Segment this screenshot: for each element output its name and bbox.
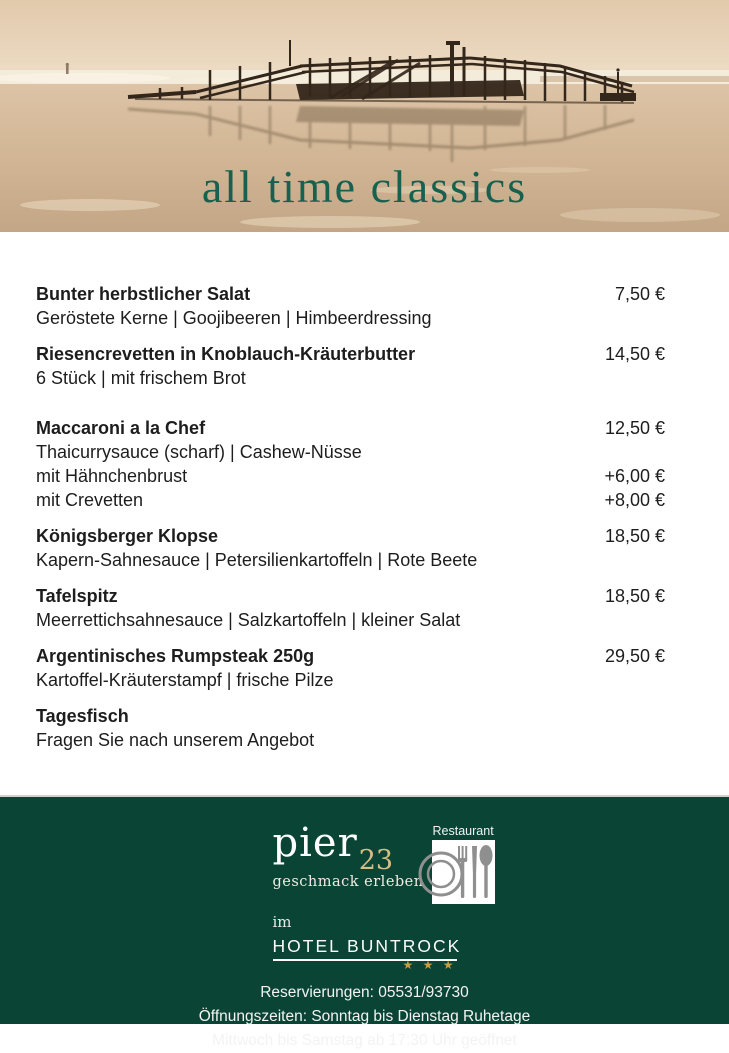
dish-description: Thaicurrysauce (scharf) | Cashew-Nüsse: [36, 442, 362, 462]
contact-info: [0, 981, 729, 1053]
opening-hours-line2: Mittwoch bis Samstag ab 17:30 Uhr geöffnet: [212, 1032, 517, 1049]
brand-tagline: geschmack erleben: [272, 874, 424, 890]
im-label: im: [272, 913, 292, 931]
dish-price: 18,50 €: [604, 526, 665, 546]
dish-price: 18,50 €: [604, 586, 665, 606]
menu-item: [36, 416, 665, 512]
dish-description: Geröstete Kerne | Goojibeeren | Himbeerdressing: [36, 308, 432, 328]
hotel-name: HOTEL BUNTROCK: [272, 936, 462, 956]
dish-name: Tagesfisch: [36, 706, 129, 726]
menu-list: [0, 232, 729, 752]
opening-hours-line1: Öffnungszeiten: Sonntag bis Dienstag Ruhetage: [198, 1008, 531, 1025]
dish-option-label: mit Crevetten: [36, 490, 144, 510]
menu-item: [36, 704, 665, 752]
dish-description: Kartoffel-Kräuterstampf | frische Pilze: [36, 670, 334, 690]
dish-description: 6 Stück | mit frischem Brot: [36, 368, 246, 388]
dish-name: Bunter herbstlicher Salat: [36, 284, 251, 304]
reservations-line: Reservierungen: 05531/93730: [260, 984, 469, 1001]
menu-item: [36, 282, 665, 330]
dish-name: Tafelspitz: [36, 586, 118, 606]
brand-number: 23: [358, 845, 394, 876]
menu-item: [36, 342, 665, 390]
dish-option-label: mit Hähnchenbrust: [36, 466, 188, 486]
hotel-stars-icon: ★ ★ ★: [402, 958, 457, 972]
dish-option-price: +6,00 €: [604, 466, 665, 486]
dish-price: 12,50 €: [604, 418, 665, 438]
dish-price: 14,50 €: [604, 344, 665, 364]
footer: [0, 795, 729, 1049]
dish-description: Meerrettichsahnesauce | Salzkartoffeln | kleiner Salat: [36, 610, 461, 630]
menu-item: [36, 524, 665, 572]
dish-description: Fragen Sie nach unserem Angebot: [36, 730, 315, 750]
hero-photo: [0, 0, 729, 232]
dish-name: Maccaroni a la Chef: [36, 418, 206, 438]
restaurant-logo-block: [272, 820, 494, 972]
dish-price: 29,50 €: [604, 646, 665, 666]
cutlery-icon: [432, 840, 495, 904]
dish-price: 7,50 €: [614, 284, 665, 304]
dish-name: Königsberger Klopse: [36, 526, 219, 546]
dish-description: Kapern-Sahnesauce | Petersilienkartoffeln | Rote Beete: [36, 550, 478, 570]
menu-item: [36, 584, 665, 632]
menu-item: [36, 644, 665, 692]
restaurant-label: Restaurant: [432, 824, 494, 838]
dish-name: Argentinisches Rumpsteak 250g: [36, 646, 315, 666]
dish-option-price: +8,00 €: [604, 490, 665, 510]
brand-name: pier: [272, 820, 358, 866]
dish-name: Riesencrevetten in Knoblauch-Kräuterbutter: [36, 344, 416, 364]
menu-category-title: all time classics: [201, 161, 528, 212]
